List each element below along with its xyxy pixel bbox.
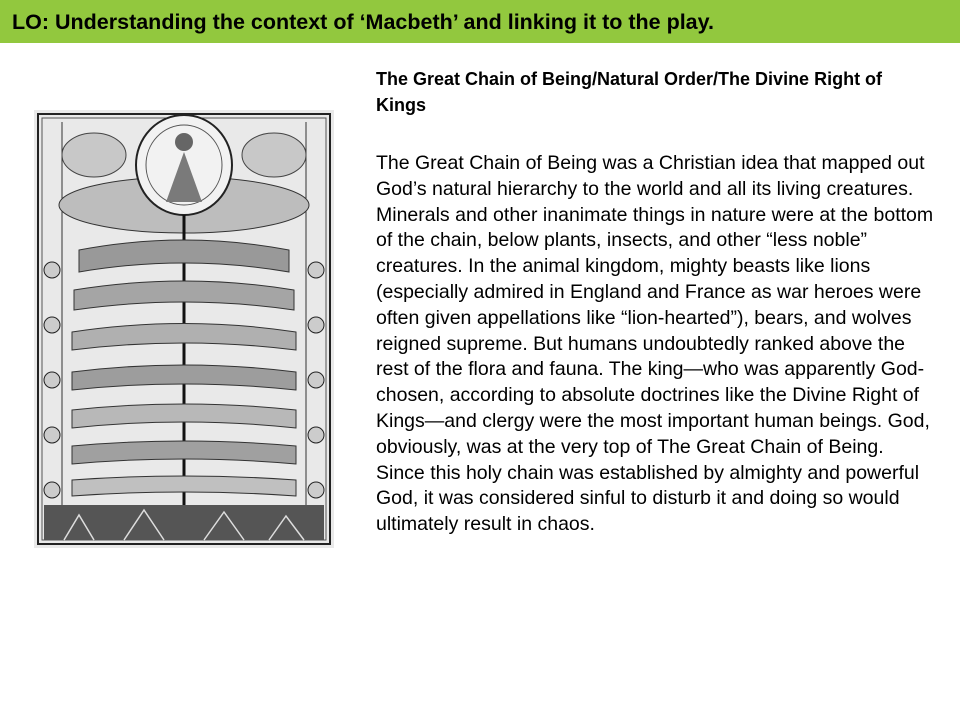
- title-bar: [0, 0, 960, 43]
- great-chain-of-being-engraving-icon: [34, 110, 334, 548]
- body-paragraph: The Great Chain of Being was a Christian idea that mapped out God’s natural hierarchy to the world and all its living creatures. Minerals and other inanimate things in nature were at the bottom of the chain, below plants, insects, and other “less noble” creatures. In the animal kingdom, mighty beasts like lions (especially admired in England and France as war heroes were often given appellations like “lion-hearted”), bears, and wolves reigned supreme. But humans undoubtedly ranked above the rest of the flora and fauna. The king—who was apparently God-chosen, according to absolute doctrines like the Divine Right of Kings—and clergy were the most important human beings. God, obviously, was at the very top of The Great Chain of Being. Since this holy chain was established by almighty and powerful God, it was considered sinful to disturb it and doing so would ultimately result in chaos.: [376, 152, 934, 536]
- section-heading: The Great Chain of Being/Natural Order/The Divine Right of Kings: [376, 69, 883, 115]
- page-title: LO: Understanding the context of ‘Macbeth’ and linking it to the play.: [12, 10, 714, 34]
